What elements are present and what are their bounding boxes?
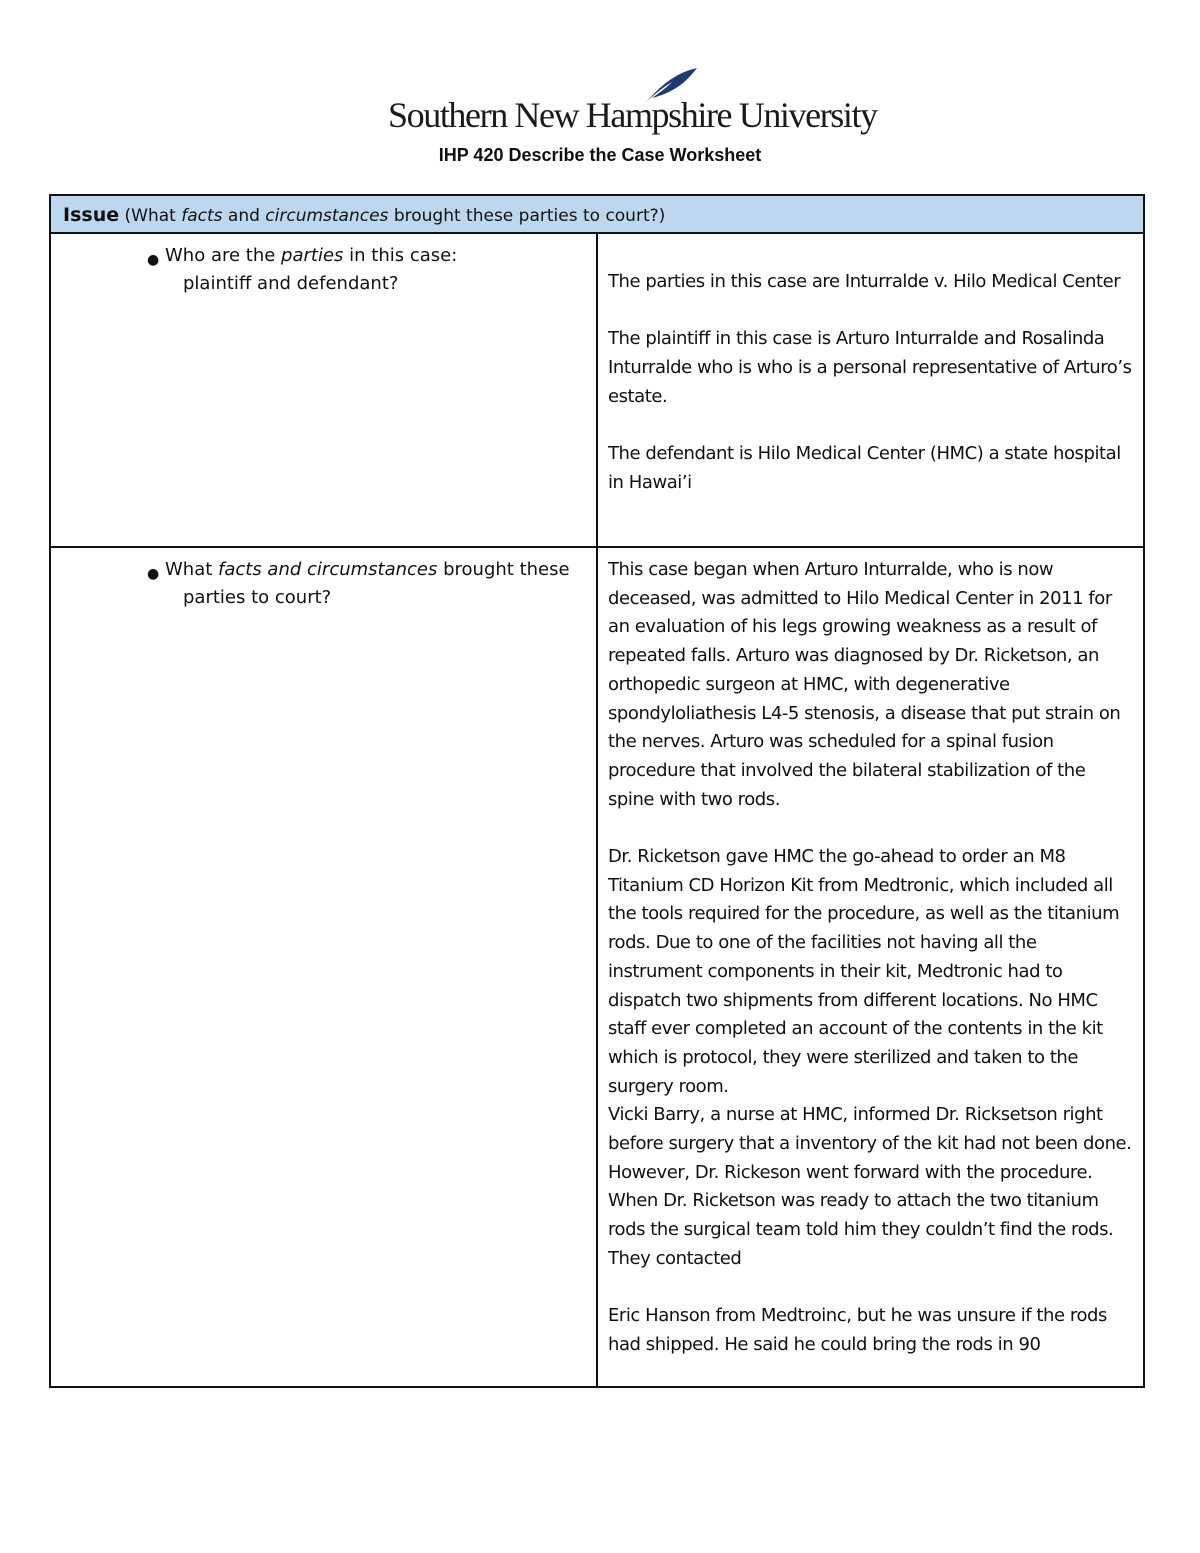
issue-desc-circumstances: circumstances	[265, 206, 389, 226]
question-cell	[50, 233, 597, 547]
bullet-icon: ●	[147, 252, 160, 268]
table-row	[50, 547, 1144, 1387]
answer-paragraph: The defendant is Hilo Medical Center (HMC) a state hospital in Hawai’i	[608, 443, 1121, 493]
answer-cell	[597, 233, 1144, 547]
answer-paragraph: The parties in this case are Inturralde v. Hilo Medical Center	[608, 271, 1121, 292]
answer-cell	[597, 547, 1144, 1387]
question-emphasis: parties	[281, 245, 344, 266]
answer-paragraph: Eric Hanson from Medtroinc, but he was unsure if the rods had shipped. He said he could bring the rods in 90	[608, 1305, 1107, 1355]
issue-desc-and: and	[222, 206, 266, 226]
question-line-1: What facts and circumstances brought these	[165, 559, 570, 580]
issue-desc-facts: facts	[181, 206, 223, 226]
bullet-icon: ●	[147, 566, 160, 582]
answer-paragraph: Vicki Barry, a nurse at HMC, informed Dr. Ricksetson right before surgery that a inventory of the kit had not been done. However, Dr. Rickeson went forward with the procedure.	[608, 1104, 1132, 1183]
university-logo	[384, 68, 877, 138]
issue-header-row	[50, 195, 1144, 233]
answer-paragraph: This case began when Arturo Inturralde, who is now deceased, was admitted to Hilo Medical Center in 2011 for an evaluation of his legs growing weakness as a result of repeated falls. Arturo was diagnosed by Dr. Ricketson, an orthopedic surgeon at HMC, with degenerative spondyloliathesis L4-5 stenosis, a disease that put strain on the nerves. Arturo was scheduled for a spinal fusion procedure that involved the bilateral stabilization of the spine with two rods.	[608, 559, 1121, 810]
answer-paragraph: When Dr. Ricketson was ready to attach the two titanium rods the surgical team told him they couldn’t find the rods. They contacted	[608, 1190, 1114, 1269]
answer-paragraph: Dr. Ricketson gave HMC the go-ahead to order an M8 Titanium CD Horizon Kit from Medtronic, which included all the tools required for the procedure, as well as the titanium rods. Due to one of the facilities not having all the instrument components in their kit, Medtronic had to dispatch two shipments from different locations. No HMC staff ever completed an account of the contents in the kit which is protocol, they were sterilized and taken to the surgery room.	[608, 846, 1120, 1097]
question-line-1: Who are the parties in this case:	[165, 245, 458, 266]
question-cell	[50, 547, 597, 1387]
question-line-2: plaintiff and defendant?	[183, 273, 399, 294]
issue-label: Issue	[63, 204, 120, 226]
question-line-2: parties to court?	[183, 587, 332, 608]
case-worksheet-table	[49, 194, 1145, 1388]
issue-desc-open: (What	[119, 206, 182, 226]
issue-header-cell	[50, 195, 1144, 233]
document-title: IHP 420 Describe the Case Worksheet	[438, 145, 762, 165]
logo-text: Southern New Hampshire University	[388, 95, 877, 135]
table-row	[50, 233, 1144, 547]
question-emphasis: facts and circumstances	[218, 559, 438, 580]
answer-paragraph: The plaintiff in this case is Arturo Inturralde and Rosalinda Inturralde who is who is a personal representative of Arturo’s estate.	[608, 328, 1132, 407]
issue-desc-close: brought these parties to court?)	[388, 206, 666, 226]
